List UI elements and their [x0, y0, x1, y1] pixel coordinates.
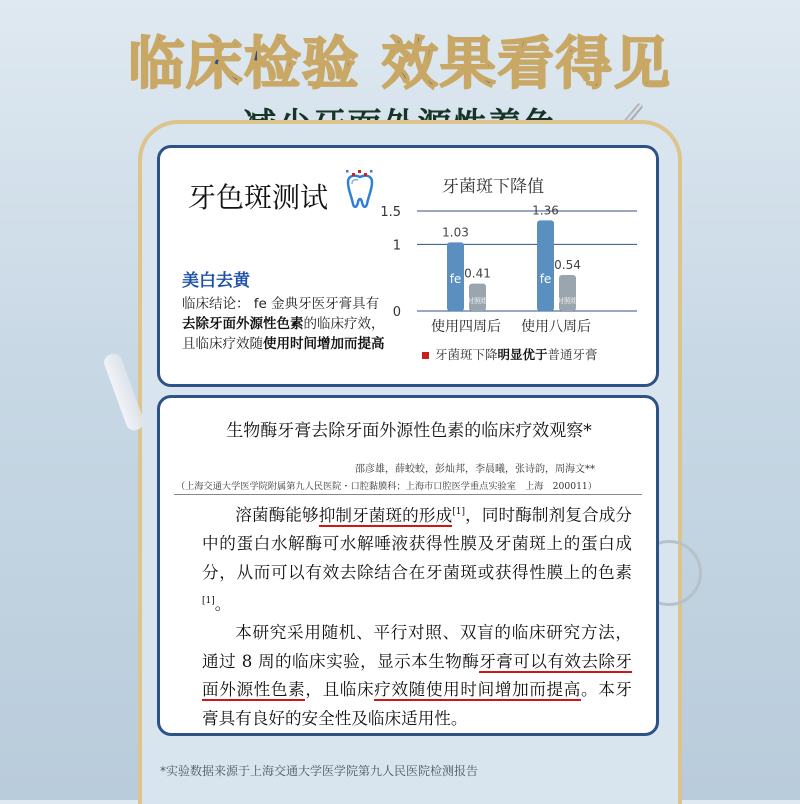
x-tick-label: 使用四周后 [431, 319, 501, 335]
paragraph-1 [202, 498, 632, 619]
bar-fe [537, 220, 554, 311]
legend-text: 牙菌斑下降 [435, 347, 498, 362]
conclusion-text: 临床结论： fe 金典牙医牙膏具有 [182, 296, 380, 312]
legend-bold: 明显优于 [497, 347, 548, 362]
test-title: 牙色斑测试 [188, 181, 329, 214]
data-label: 0.41 [464, 266, 491, 281]
divider [174, 494, 642, 495]
text: 。本牙膏具有良好的安全性及临床适用性。 [202, 680, 633, 728]
underlined-text: 抑制牙菌斑的形成 [318, 505, 453, 525]
text: 。 [214, 594, 232, 614]
whitening-title: 美白去黄 [182, 271, 250, 291]
conclusion-bold-1: 去除牙面外源性色素 [182, 316, 304, 332]
data-label: 1.36 [532, 203, 559, 218]
chart-title: 牙菌斑下降值 [442, 177, 544, 197]
headline: 临床检验 效果看得见 [128, 32, 672, 97]
paper-affiliation: （上海交通大学医学院附属第九人民医院・口腔黏膜科；上海市口腔医学重点实验室 上海 200011） [176, 481, 597, 492]
text: 溶菌酶能够 [235, 505, 319, 525]
paper-body [202, 498, 632, 733]
plaque-test-card [157, 145, 659, 387]
bar-inner-label: 对照组 [557, 297, 578, 305]
paper-title: 生物酶牙膏去除牙面外源性色素的临床疗效观察* [226, 421, 592, 441]
clinical-conclusion [182, 294, 387, 354]
y-tick-label: 0 [392, 305, 401, 320]
legend-swatch [422, 352, 429, 359]
y-tick-label: 1 [392, 238, 401, 254]
underlined-text: 牙膏可以有效去除牙面外源性色素 [202, 651, 632, 700]
plaque-reduction-chart [375, 198, 645, 343]
reference-mark: [1] [202, 596, 215, 607]
conclusion-text-mid: 的临床疗效，且临床疗效随 [182, 316, 385, 352]
bar-inner-label: fe [449, 272, 462, 286]
underlined-text: 疗效随使用时间增加而提高 [374, 680, 581, 700]
text: 本研究采用随机、平行对照、双盲的临床研究方法，通过 8 周的临床实验，显示本生物酶 [202, 623, 632, 671]
text: ，且临床 [305, 680, 375, 700]
paper-excerpt-card [157, 395, 659, 736]
bar-inner-label: 对照组 [467, 297, 488, 305]
chart-legend [422, 345, 598, 363]
paragraph-2 [202, 619, 632, 733]
bar-对照组 [559, 275, 576, 311]
conclusion-bold-2: 使用时间增加而提高 [263, 336, 385, 352]
legend-suffix: 普通牙膏 [547, 347, 598, 362]
data-label: 1.03 [442, 225, 469, 240]
y-tick-label: 1.5 [380, 205, 401, 220]
paper-authors: 邵彦雄，薛蛟蛟，彭灿邦，李晨曦，张诗韵，周海文** [355, 464, 595, 475]
text: ，同时酶制剂复合成分中的蛋白水解酶可水解唾液获得性膜及牙菌斑上的蛋白成分，从而可以有效去除结合在牙菌斑或获得性膜上的色素 [202, 505, 633, 582]
reference-mark: [1] [452, 507, 466, 517]
data-label: 0.54 [554, 258, 581, 272]
x-tick-label: 使用八周后 [521, 319, 591, 335]
footnote: *实验数据来源于上海交通大学医学院第九人民医院检测报告 [160, 764, 479, 778]
bar-inner-label: fe [539, 272, 552, 286]
